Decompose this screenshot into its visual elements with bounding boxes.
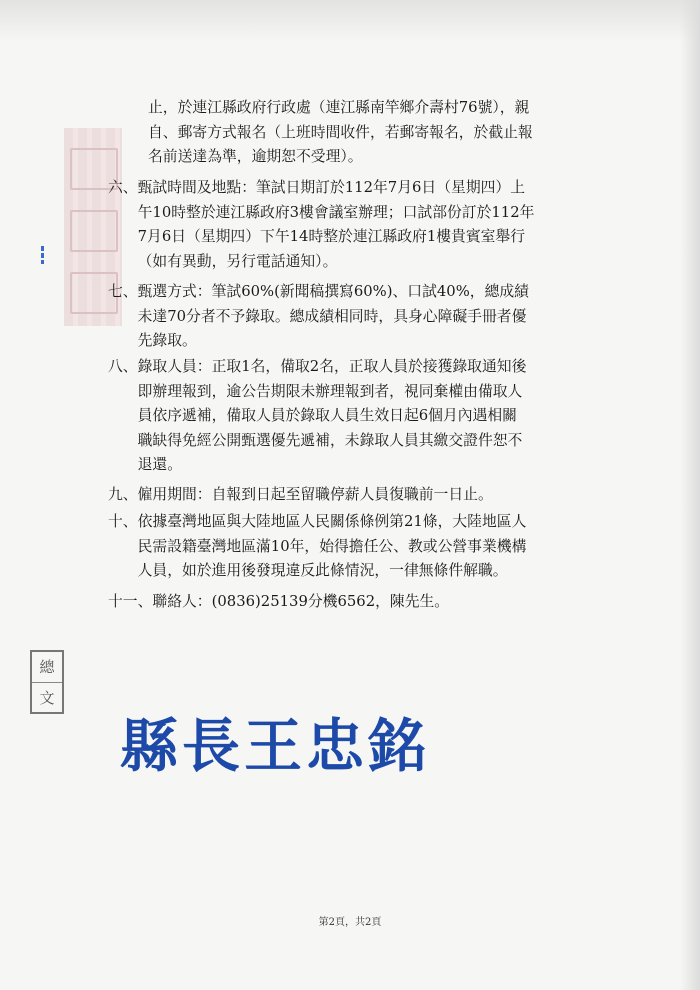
item-eleven — [108, 590, 608, 615]
item-number: 十一、 — [108, 593, 153, 610]
item-seven — [108, 280, 608, 354]
stamp-char: 總 — [32, 652, 62, 683]
margin-ink-mark — [41, 246, 44, 264]
item-number: 七、 — [108, 283, 138, 300]
item-text: 甄試時間及地點：筆試日期訂於112年7月6日（星期四）上 午10時整於連江縣政府3樓會議室辦理；口試部份訂於112年 7月6日（星期四）下午14時整於連江縣政府1樓貴賓室舉行 （如有異動，另行電話通知）。 — [137, 179, 535, 270]
official-stamp — [30, 650, 64, 714]
item-text: 聯絡人：(0836)25139分機6562，陳先生。 — [152, 593, 450, 610]
item-eight — [108, 355, 608, 478]
item-number: 六、 — [108, 179, 138, 196]
item-text: 依據臺灣地區與大陸地區人民關係條例第21條，大陸地區人 民需設籍臺灣地區滿10年，始得擔任公、教或公營事業機構 人員，如於進用後發現違反此條情況，一律無條件解職。 — [137, 513, 527, 579]
item-number: 九、 — [108, 486, 138, 503]
item-number: 八、 — [108, 358, 138, 375]
item-text: 僱用期間：自報到日起至留職停薪人員復職前一日止。 — [137, 486, 493, 503]
item-text: 錄取人員：正取1名，備取2名，正取人員於接獲錄取通知後 即辦理報到，逾公告期限未辦理報到者，視同棄權由備取人 員依序遞補，備取人員於錄取人員生效日起6個月內遇相關 職缺得免經公開甄選優先遞補，未錄取人員其繳交證件恕不 退還。 — [137, 358, 527, 473]
item-ten — [108, 510, 608, 584]
page-footer: 第2頁，共2頁 — [318, 917, 382, 928]
item-number: 十、 — [108, 513, 138, 530]
item-text: 甄選方式：筆試60%(新聞稿撰寫60%)、口試40%，總成績 未達70分者不予錄取。總成績相同時，具身心障礙手冊者優 先錄取。 — [137, 283, 529, 349]
magistrate-signature — [118, 700, 458, 790]
opening-paragraph: 止，於連江縣政府行政處（連江縣南竿鄉介壽村76號），親 自、郵寄方式報名（上班時間收件，若郵寄報名，於截止報 名前送達為準，逾期恕不受理）。 — [148, 99, 533, 165]
stamp-char: 文 — [39, 688, 55, 707]
scan-shadow-right — [680, 0, 700, 990]
item-nine — [108, 483, 608, 508]
item-six — [108, 176, 608, 274]
scan-shadow-top — [0, 0, 700, 42]
signature-text: 縣長王忠銘 — [120, 712, 431, 780]
